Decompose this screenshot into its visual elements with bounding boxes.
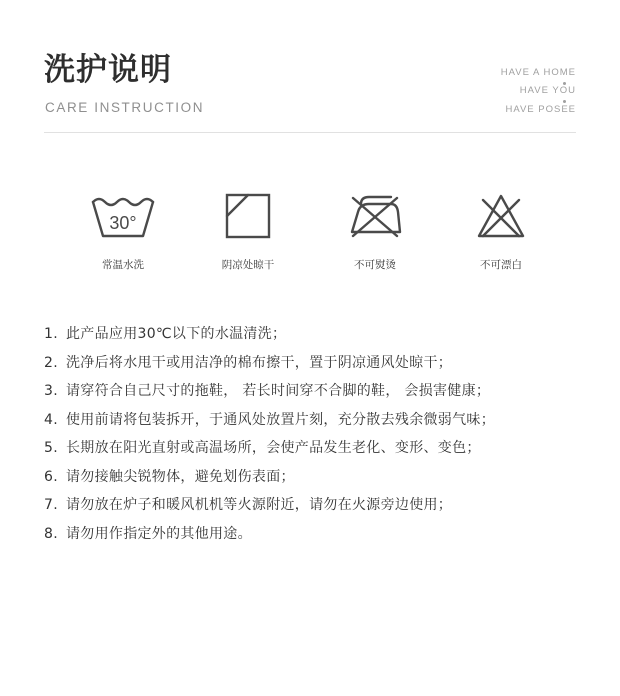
care-label-dry: 阴凉处晾干 — [221, 259, 275, 271]
instruction-item: 8. 请勿用作指定外的其他用途。 — [44, 525, 252, 542]
care-label-wash: 常温水洗 — [102, 259, 144, 271]
instruction-item: 5. 长期放在阳光直射或高温场所，会使产品发生老化、变形、变色； — [44, 440, 481, 456]
instruction-item: 7. 请勿放在炉子和暖风机机等火源附近，请勿在火源旁边使用； — [44, 497, 453, 513]
instruction-item: 3. 请穿符合自己尺寸的拖鞋， 若长时间穿不合脚的鞋， 会损害健康； — [44, 383, 491, 399]
slogan-line-1: HAVE A HOME — [500, 67, 576, 78]
care-item-wash — [68, 188, 178, 278]
wash-temperature-label: 30° — [109, 213, 137, 233]
instruction-list — [44, 320, 584, 548]
brand-slogan — [456, 64, 576, 124]
slogan-dot — [563, 100, 566, 103]
care-icons-row — [0, 188, 620, 278]
slogan-line-3: HAVE POSEE — [505, 104, 576, 115]
header-divider — [44, 132, 576, 133]
instruction-item: 2. 洗净后将水甩干或用洁净的棉布擦干，置于阴凉通风处晾干； — [44, 354, 453, 371]
instruction-item: 1. 此产品应用30℃以下的水温清洗； — [44, 326, 287, 342]
do-not-bleach-icon — [475, 192, 527, 240]
care-label-iron: 不可熨烫 — [354, 259, 396, 271]
instruction-item: 4. 使用前请将包装拆开，于通风处放置片刻，充分散去残余微弱气味； — [44, 411, 495, 428]
page-title: 洗护说明 — [44, 52, 172, 88]
do-not-iron-icon — [347, 192, 403, 240]
page-subtitle: CARE INSTRUCTION — [45, 100, 205, 115]
care-label-bleach: 不可漂白 — [480, 259, 522, 271]
dry-flat-in-shade-icon — [224, 192, 272, 240]
slogan-line-2: HAVE YOU — [519, 85, 576, 96]
care-item-dry — [193, 188, 303, 278]
instruction-item: 6. 请勿接触尖锐物体，避免划伤表面； — [44, 468, 295, 485]
wash-30-degrees-icon — [90, 192, 156, 240]
care-item-bleach — [446, 188, 556, 278]
care-item-iron — [320, 188, 430, 278]
